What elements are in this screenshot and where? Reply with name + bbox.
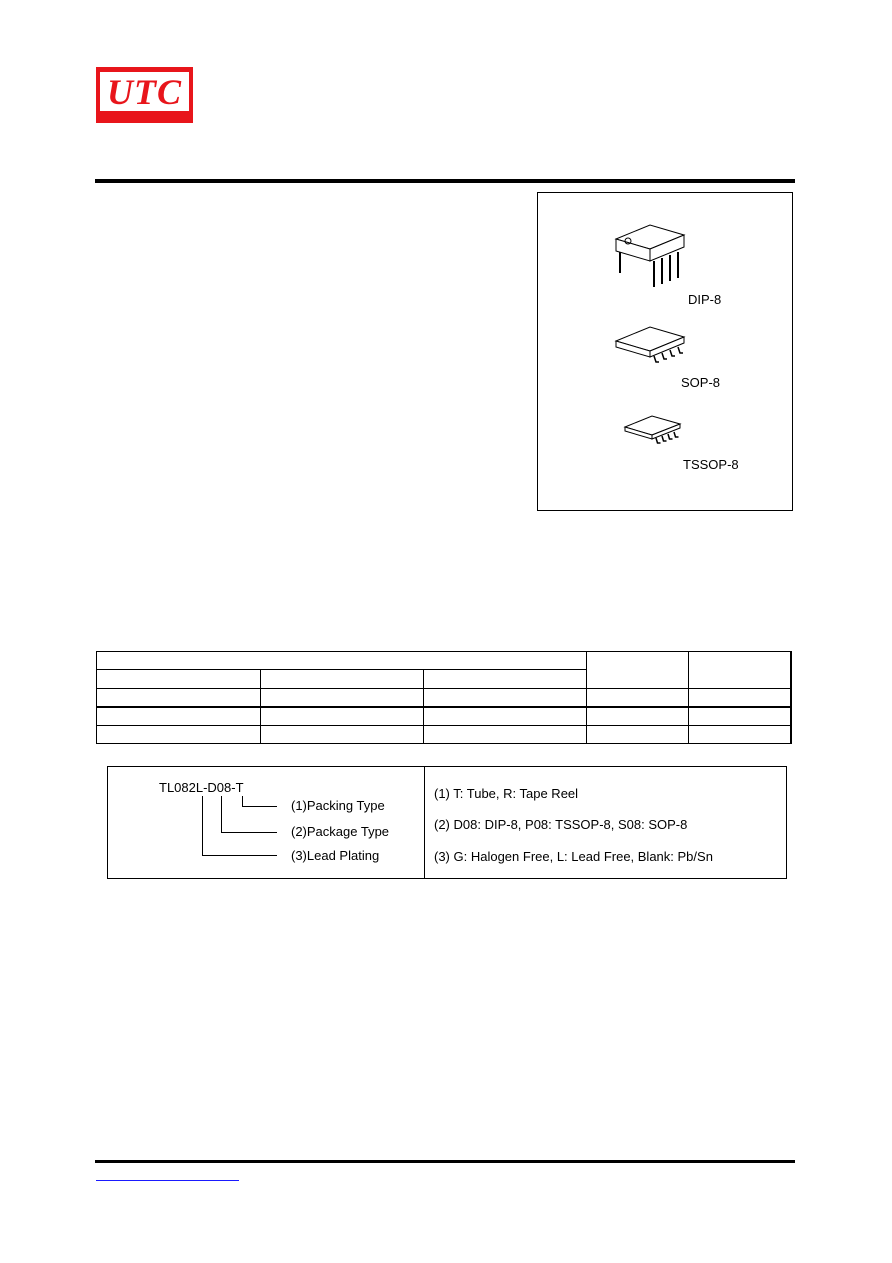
- legend-lead-plating: (3)Lead Plating: [291, 848, 380, 863]
- tssop8-label: TSSOP-8: [683, 457, 739, 472]
- dip8-label: DIP-8: [688, 292, 722, 307]
- dip8-package-icon: [610, 221, 690, 291]
- marking-divider: [424, 767, 425, 878]
- legend-packing-type: (1)Packing Type: [291, 798, 385, 813]
- note-packing: (1) T: Tube, R: Tape Reel: [434, 786, 579, 801]
- marking-box: [107, 766, 787, 879]
- utc-logo: [96, 67, 193, 123]
- header-rule: [95, 179, 795, 183]
- tssop8-package-icon: [622, 413, 688, 447]
- footer-rule: [95, 1160, 795, 1163]
- footer-link[interactable]: [96, 1172, 239, 1181]
- ordering-table: [96, 651, 791, 744]
- part-number: TL082L-D08-T: [159, 780, 244, 795]
- note-lead-plating: (3) G: Halogen Free, L: Lead Free, Blank: Pb/Sn: [434, 849, 713, 864]
- sop8-package-icon: [612, 323, 692, 367]
- sop8-label: SOP-8: [681, 375, 721, 390]
- legend-package-type: (2)Package Type: [291, 824, 390, 839]
- package-box: [537, 192, 793, 511]
- logo-inner-panel: [100, 72, 189, 111]
- note-package: (2) D08: DIP-8, P08: TSSOP-8, S08: SOP-8: [434, 817, 688, 832]
- logo-text: UTC: [107, 72, 182, 112]
